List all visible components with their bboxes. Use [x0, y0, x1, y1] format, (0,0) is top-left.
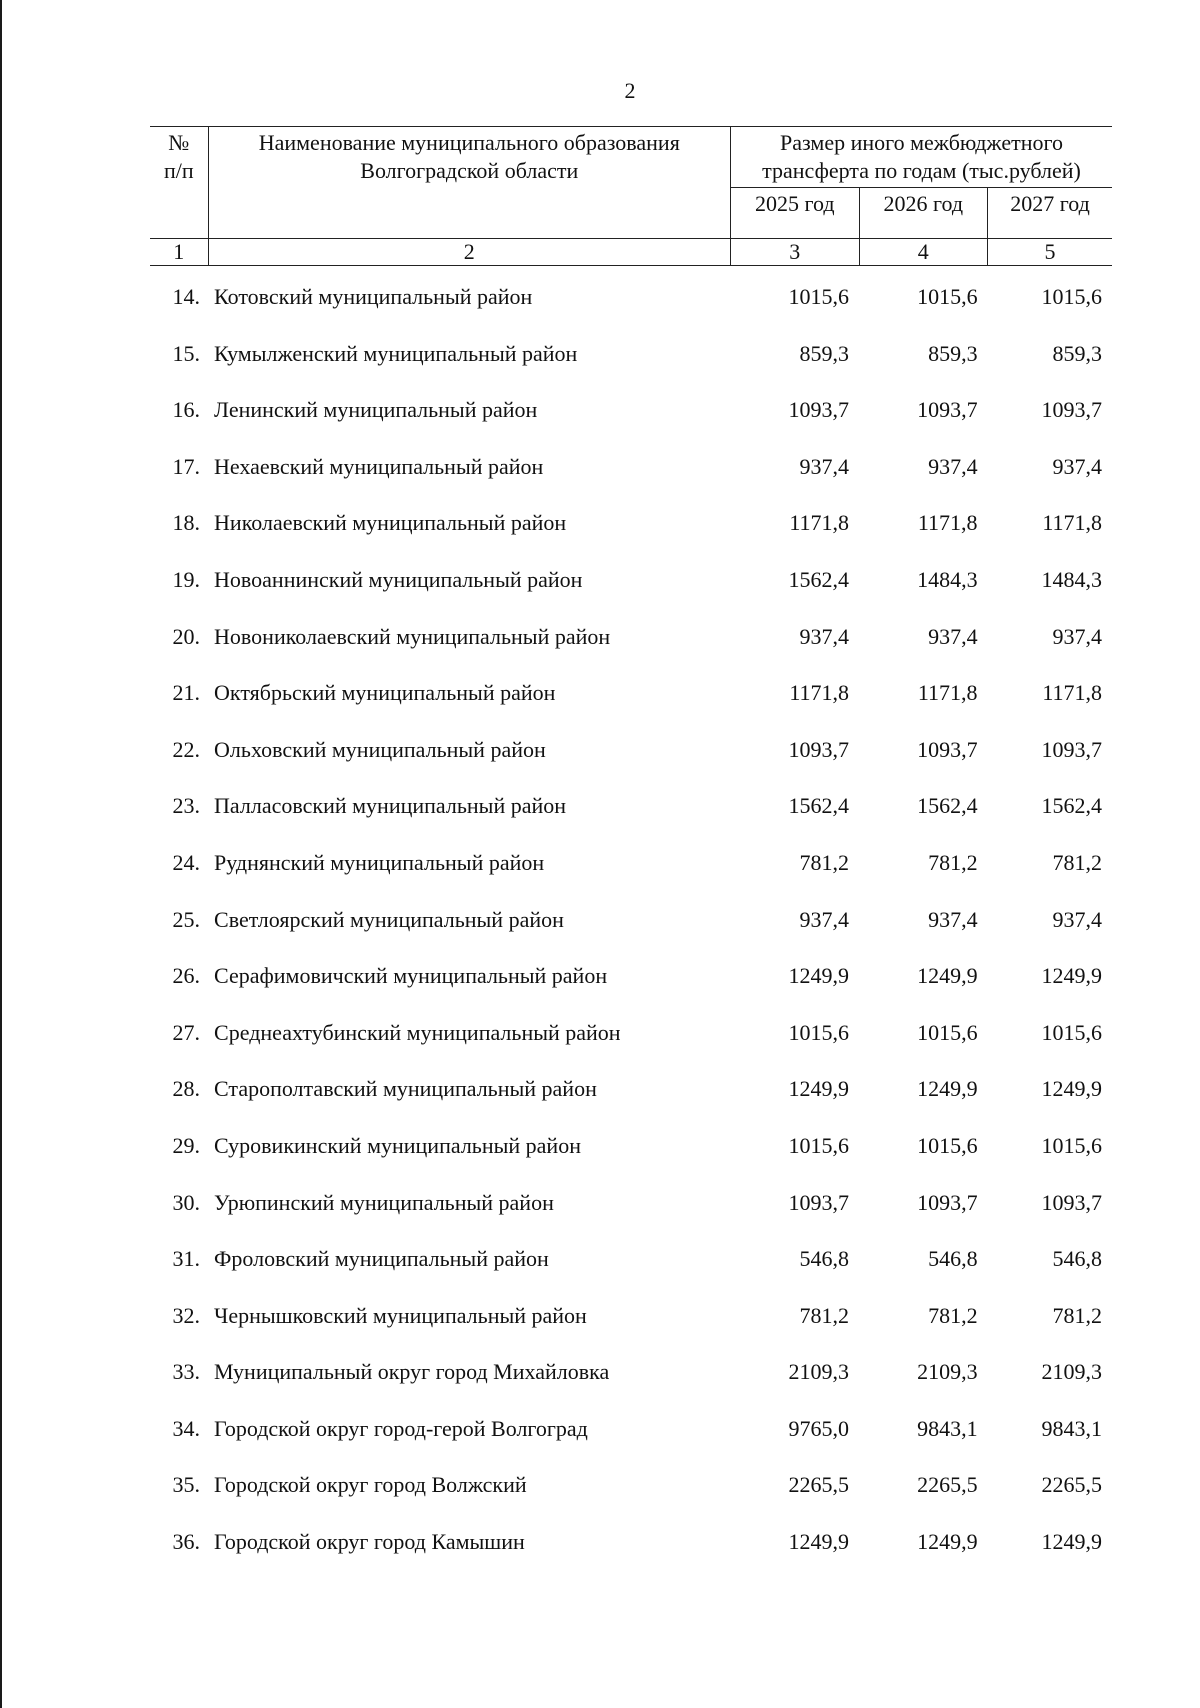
value-2025: 1015,6: [788, 1132, 850, 1158]
value-2027: 1015,6: [1041, 284, 1102, 309]
value-2026: 937,4: [928, 906, 978, 932]
row-number: 34.: [172, 1415, 201, 1441]
row-number: 22.: [172, 736, 201, 762]
table-row: [150, 1303, 1112, 1360]
value-2027: 1171,8: [1042, 680, 1102, 706]
table-row: [150, 737, 1112, 794]
municipality-name: Котовский муниципальный район: [214, 284, 533, 309]
column-number-2: 2: [208, 239, 730, 266]
value-2025: 2109,3: [788, 1359, 850, 1385]
table-row: [150, 341, 1112, 398]
row-number: 31.: [172, 1246, 201, 1272]
table-row: [150, 1076, 1112, 1133]
value-2026: 1562,4: [917, 793, 978, 819]
value-2025: 9765,0: [788, 1415, 850, 1441]
value-2025: 1171,8: [789, 510, 850, 536]
row-number: 33.: [172, 1359, 201, 1385]
municipality-name: Кумылженский муниципальный район: [214, 340, 578, 366]
municipality-name: Новоаннинский муниципальный район: [214, 566, 583, 592]
table-row: [150, 567, 1112, 624]
value-2026: 859,3: [928, 340, 978, 366]
value-2026: 781,2: [928, 849, 978, 875]
value-2027: 1484,3: [1041, 566, 1102, 592]
table-row: [150, 850, 1112, 907]
header-year-2025: 2025 год: [731, 188, 860, 239]
row-number: 23.: [172, 793, 201, 819]
row-number: 35.: [172, 1472, 201, 1498]
value-2025: 781,2: [799, 1302, 850, 1328]
table-row: [150, 793, 1112, 850]
value-2026: 1484,3: [917, 566, 978, 592]
table-row: [150, 907, 1112, 964]
table-row: [150, 510, 1112, 567]
value-2026: 1015,6: [917, 1019, 978, 1045]
municipality-name: Муниципальный округ город Михайловка: [214, 1359, 610, 1385]
row-number: 19.: [172, 566, 201, 592]
municipality-name: Городской округ город-герой Волгоград: [214, 1415, 588, 1441]
table-row: [150, 1359, 1112, 1416]
row-number: 28.: [172, 1076, 201, 1102]
row-number: 29.: [172, 1132, 201, 1158]
value-2027: 1093,7: [1041, 1189, 1102, 1215]
value-2026: 1015,6: [917, 284, 978, 309]
row-number: 32.: [172, 1302, 201, 1328]
value-2025: 781,2: [799, 849, 850, 875]
row-number: 25.: [172, 906, 201, 932]
municipality-name: Серафимовичский муниципальный район: [214, 963, 608, 989]
value-2025: 1562,4: [788, 566, 850, 592]
value-2026: 2265,5: [917, 1472, 978, 1498]
value-2027: 859,3: [1052, 340, 1102, 366]
municipality-name: Николаевский муниципальный район: [214, 510, 567, 536]
value-2026: 1015,6: [917, 1132, 978, 1158]
value-2026: 2109,3: [917, 1359, 978, 1385]
header-col-transfer: Размер иного межбюджетного трансферта по годам (тыс.рублей): [731, 127, 1113, 188]
row-number: 14.: [172, 284, 201, 309]
row-number: 18.: [172, 510, 201, 536]
value-2027: 1249,9: [1041, 963, 1102, 989]
value-2025: 1249,9: [788, 963, 850, 989]
municipality-name: Среднеахтубинский муниципальный район: [214, 1019, 621, 1045]
table-row: [150, 1416, 1112, 1473]
value-2027: 937,4: [1052, 623, 1102, 649]
value-2027: 1093,7: [1041, 397, 1102, 423]
table-row: [150, 680, 1112, 737]
header-col-num: № п/п: [150, 127, 208, 239]
table-row: [150, 1133, 1112, 1190]
value-2027: 9843,1: [1041, 1415, 1102, 1441]
municipality-name: Фроловский муниципальный район: [214, 1246, 549, 1272]
table-row: [150, 1472, 1112, 1529]
header-year-2027: 2027 год: [988, 188, 1112, 239]
value-2026: 1093,7: [917, 1189, 978, 1215]
value-2027: 937,4: [1052, 453, 1102, 479]
value-2027: 1562,4: [1041, 793, 1102, 819]
table-body: [150, 284, 1112, 1586]
row-number: 27.: [172, 1019, 201, 1045]
value-2025: 1249,9: [788, 1076, 850, 1102]
municipality-name: Октябрьский муниципальный район: [214, 680, 556, 706]
value-2025: 1171,8: [789, 680, 850, 706]
row-number: 15.: [172, 340, 201, 366]
value-2027: 546,8: [1052, 1246, 1102, 1272]
column-number-5: 5: [988, 239, 1112, 266]
value-2026: 1249,9: [917, 1076, 978, 1102]
row-number: 17.: [172, 453, 201, 479]
table-row: [150, 1020, 1112, 1077]
value-2026: 781,2: [928, 1302, 978, 1328]
municipality-name: Чернышковский муниципальный район: [214, 1302, 587, 1328]
column-number-3: 3: [731, 239, 860, 266]
row-number: 24.: [172, 849, 201, 875]
row-number: 21.: [172, 680, 201, 706]
municipality-name: Городской округ город Камышин: [214, 1529, 525, 1555]
value-2026: 1249,9: [917, 1529, 978, 1555]
value-2025: 937,4: [799, 623, 850, 649]
municipality-name: Руднянский муниципальный район: [214, 849, 545, 875]
table-row: [150, 284, 1112, 341]
value-2026: 937,4: [928, 453, 978, 479]
table-row: [150, 454, 1112, 511]
value-2027: 1093,7: [1041, 736, 1102, 762]
value-2027: 2265,5: [1041, 1472, 1102, 1498]
row-number: 36.: [172, 1529, 201, 1555]
value-2027: 1015,6: [1041, 1019, 1102, 1045]
value-2026: 1093,7: [917, 397, 978, 423]
value-2025: 1093,7: [788, 736, 850, 762]
value-2027: 1249,9: [1041, 1076, 1102, 1102]
municipality-name: Суровикинский муниципальный район: [214, 1132, 581, 1158]
value-2027: 1249,9: [1041, 1529, 1102, 1555]
value-2027: 1015,6: [1041, 1132, 1102, 1158]
municipality-name: Ленинский муниципальный район: [214, 397, 538, 423]
value-2026: 1171,8: [917, 680, 978, 706]
value-2025: 1093,7: [788, 397, 850, 423]
value-2027: 2109,3: [1041, 1359, 1102, 1385]
municipality-name: Палласовский муниципальный район: [214, 793, 567, 819]
value-2025: 1015,6: [788, 284, 850, 309]
municipality-name: Урюпинский муниципальный район: [214, 1189, 554, 1215]
table-header: [150, 126, 1112, 266]
municipality-name: Нехаевский муниципальный район: [214, 453, 544, 479]
row-number: 20.: [172, 623, 201, 649]
value-2027: 781,2: [1052, 1302, 1102, 1328]
page-number: 2: [624, 78, 636, 103]
value-2025: 937,4: [799, 906, 850, 932]
table-row: [150, 1246, 1112, 1303]
value-2026: 1249,9: [917, 963, 978, 989]
value-2025: 1015,6: [788, 1019, 850, 1045]
value-2026: 1171,8: [917, 510, 978, 536]
row-number: 16.: [172, 397, 201, 423]
municipality-name: Новониколаевский муниципальный район: [214, 623, 611, 649]
municipality-name: Светлоярский муниципальный район: [214, 906, 564, 932]
value-2026: 937,4: [928, 623, 978, 649]
value-2025: 1249,9: [788, 1529, 850, 1555]
table-row: [150, 963, 1112, 1020]
row-number: 26.: [172, 963, 201, 989]
municipality-name: Городской округ город Волжский: [214, 1472, 527, 1498]
municipality-name: Ольховский муниципальный район: [214, 736, 546, 762]
value-2026: 546,8: [928, 1246, 978, 1272]
value-2025: 1562,4: [788, 793, 850, 819]
value-2025: 2265,5: [788, 1472, 850, 1498]
header-col-name: Наименование муниципального образования Волгоградской области: [208, 127, 730, 239]
value-2025: 1093,7: [788, 1189, 850, 1215]
municipality-name: Старополтавский муниципальный район: [214, 1076, 597, 1102]
table-row: [150, 1190, 1112, 1247]
row-number: 30.: [172, 1189, 201, 1215]
value-2025: 937,4: [799, 453, 850, 479]
table-row: [150, 624, 1112, 681]
value-2026: 9843,1: [917, 1415, 978, 1441]
value-2027: 937,4: [1052, 906, 1102, 932]
header-year-2026: 2026 год: [859, 188, 988, 239]
value-2026: 1093,7: [917, 736, 978, 762]
value-2025: 546,8: [799, 1246, 850, 1272]
scan-edge: [0, 0, 2, 1708]
column-number-4: 4: [859, 239, 988, 266]
value-2025: 859,3: [799, 340, 850, 366]
table-row: [150, 397, 1112, 454]
value-2027: 781,2: [1052, 849, 1102, 875]
value-2027: 1171,8: [1042, 510, 1102, 536]
table-row: [150, 1529, 1112, 1586]
column-number-1: 1: [150, 239, 208, 266]
